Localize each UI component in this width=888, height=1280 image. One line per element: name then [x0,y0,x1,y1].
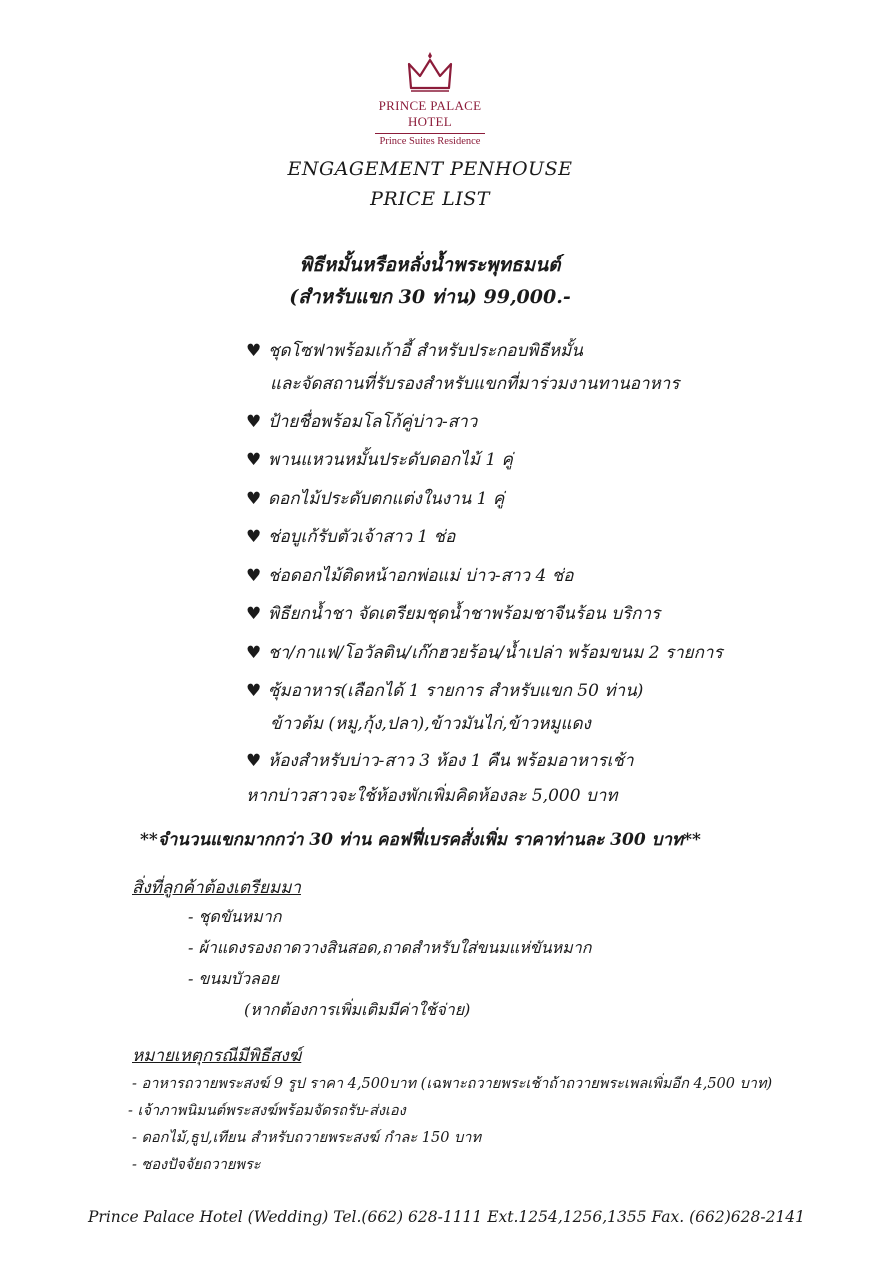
prepare-item: - ชุดขันหมาก [188,907,282,926]
prepare-item: - ขนมบัวลอย [188,969,279,988]
list-item: ♥ ดอกไม้ประดับตกแต่งในงาน 1 คู่ [246,484,504,515]
package-name: พิธีหมั้นหรือหลั่งน้ำพระพุทธมนต์ [299,254,561,276]
crown-icon [405,50,455,94]
heart-icon: ♥ [246,751,262,771]
monk-item: - ซองปัจจัยถวายพระ [132,1157,261,1173]
monk-item: - ดอกไม้,ธูป,เทียน สำหรับถวายพระสงฆ์ กำละ 150 บาท [132,1130,481,1146]
list-item: ♥ ซุ้มอาหาร(เลือกได้ 1 รายการ สำหรับแขก 50 ท่าน) [246,676,643,707]
heart-icon: ♥ [246,341,262,361]
prepare-heading: สิ่งที่ลูกค้าต้องเตรียมมา [132,878,301,898]
prepare-note: (หากต้องการเพิ่มเติมมีค่าใช้จ่าย) [244,1000,471,1019]
list-item: ♥ พิธียกน้ำชา จัดเตรียมชุดน้ำชาพร้อมชาจีนร้อน บริการ [246,599,660,630]
list-item: ♥ ชา/กาแฟ/โอวัลติน/เก๊กฮวยร้อน/น้ำเปล่า พร้อมขนม 2 รายการ [246,638,723,669]
list-item: ♥ ช่อบูเก้รับตัวเจ้าสาว 1 ช่อ [246,522,455,553]
list-item: ♥ ป้ายชื่อพร้อมโลโก้คู่บ่าว-สาว [246,407,477,438]
heart-icon: ♥ [246,527,262,547]
heart-icon: ♥ [246,489,262,509]
heart-icon: ♥ [246,681,262,701]
extra-guest-note: **จำนวนแขกมากกว่า 30 ท่าน คอฟฟี่เบรคสั่งเพิ่ม ราคาท่านละ 300 บาท** [140,830,701,850]
page-title: ENGAGEMENT PENHOUSE [287,158,573,180]
list-item: ♥ ชุดโซฟาพร้อมเก้าอี้ สำหรับประกอบพิธีหมั้น [246,336,583,367]
list-item: ♥ พานแหวนหมั้นประดับดอกไม้ 1 คู่ [246,445,513,476]
monk-item: - อาหารถวายพระสงฆ์ 9 รูป ราคา 4,500บาท (เฉพาะถวายพระเช้าถ้าถวายพระเพลเพิ่มอีก 4,500 บาท) [132,1076,773,1092]
heart-icon: ♥ [246,566,262,586]
logo-brand: PRINCE PALACE HOTEL [378,98,482,129]
logo-divider [375,133,485,134]
page-subtitle: PRICE LIST [370,188,490,210]
list-item-continuation: หากบ่าวสาวจะใช้ห้องพักเพิ่มคิดห้องละ 5,000 บาท [246,786,618,806]
list-item: ♥ ช่อดอกไม้ติดหน้าอกพ่อแม่ บ่าว-สาว 4 ช่อ [246,561,573,592]
heart-icon: ♥ [246,412,262,432]
monk-item: - เจ้าภาพนิมนต์พระสงฆ์พร้อมจัดรถรับ-ส่งเอง [128,1103,406,1119]
prepare-item: - ผ้าแดงรองถาดวางสินสอด,ถาดสำหรับใส่ขนมแห่ขันหมาก [188,938,592,957]
heart-icon: ♥ [246,604,262,624]
footer-contact: Prince Palace Hotel (Wedding) Tel.(662) 628-1111 Ext.1254,1256,1355 Fax. (662)628-2141 [88,1208,806,1226]
heart-icon: ♥ [246,643,262,663]
list-item: ♥ ห้องสำหรับบ่าว-สาว 3 ห้อง 1 คืน พร้อมอาหารเช้า [246,746,634,777]
hotel-logo [360,50,500,147]
monk-heading: หมายเหตุกรณีมีพิธีสงฆ์ [132,1046,302,1066]
list-item-continuation: และจัดสถานที่รับรองสำหรับแขกที่มาร่วมงานทานอาหาร [270,374,680,394]
list-item-continuation: ข้าวต้ม (หมู,กุ้ง,ปลา),ข้าวมันไก่,ข้าวหมูแดง [270,714,591,734]
heart-icon: ♥ [246,450,262,470]
logo-subtitle: Prince Suites Residence [379,136,481,147]
package-price: (สำหรับแขก 30 ท่าน) 99,000.- [289,286,571,308]
